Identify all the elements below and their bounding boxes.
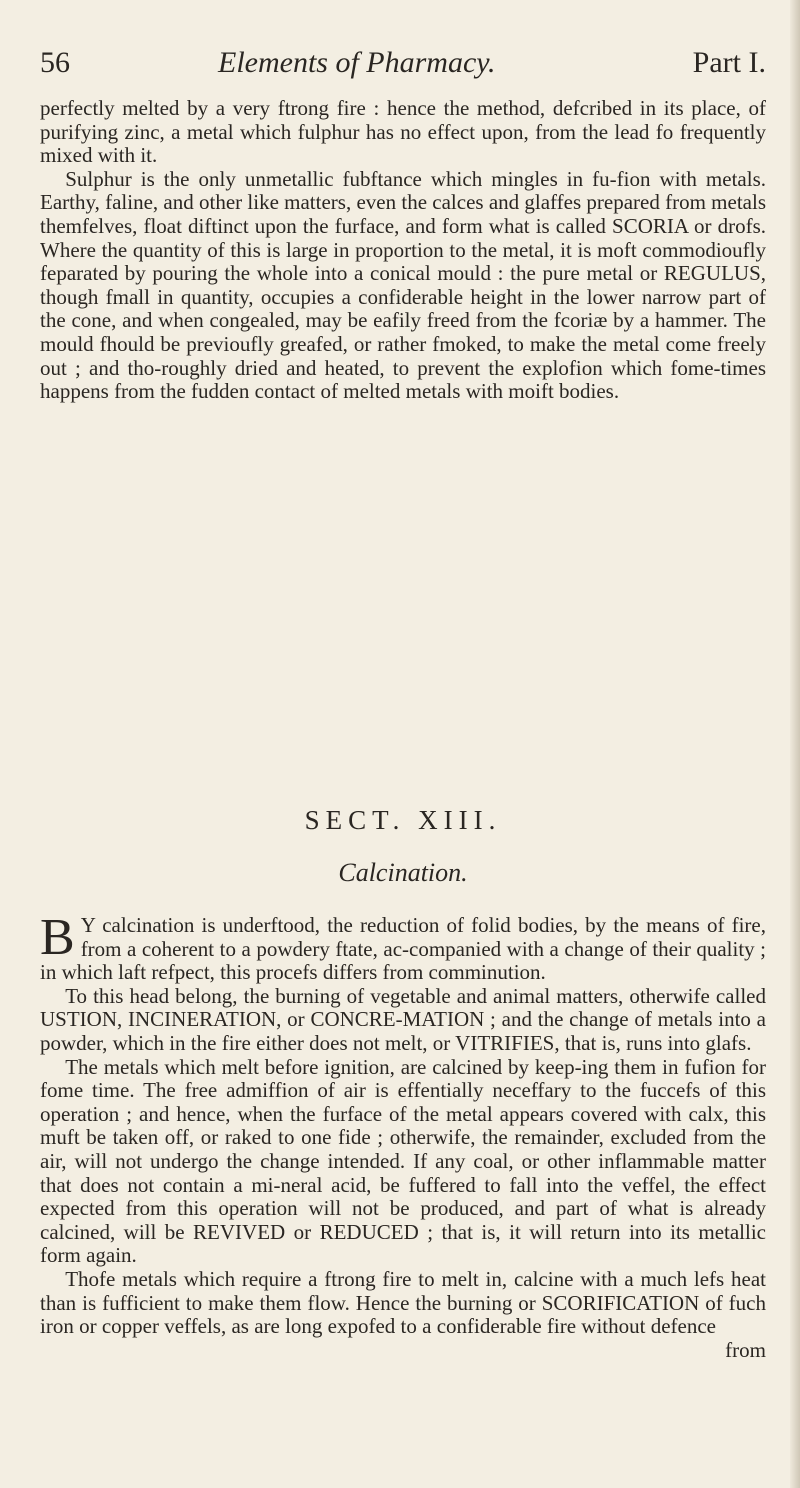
page-number: 56 bbox=[40, 46, 70, 79]
paragraph-head: To this head belong, the burning of vegetable and animal matters, otherwife called USTION, INCINERATION, or CONCRE-MATION ; and the change of metals into a powder, which in the fire either does not melt, or VITRIFIES, that is, runs into glafs. bbox=[40, 983, 766, 1055]
paragraph-metals-melt: The metals which melt before ignition, are calcined by keep-ing them in fufion for fome time. The free admiffion of air is effentially neceffary to the fuccefs of this operation ; and hence, when the furface of the metal appears covered with calx, this muft be taken off, or raked to one fide ; otherwife, the remainder, excluded from the air, will not undergo the change intended. If any coal, or other inflammable matter that does not contain a mi-neral acid, be fuffered to fall into the veffel, the effect expected from this operation will not be produced, and part of what is already calcined, will be REVIVED or REDUCED ; that is, it will return into its metallic form again. bbox=[40, 1054, 766, 1268]
body-text-block bbox=[40, 909, 766, 1362]
catchword: from bbox=[725, 1337, 766, 1362]
page-edge bbox=[790, 0, 800, 1488]
part-label: Part I. bbox=[692, 46, 766, 79]
top-text-block bbox=[40, 97, 766, 404]
running-title: Elements of Pharmacy. bbox=[218, 46, 496, 79]
paragraph-sulphur: Sulphur is the only unmetallic fubftance which mingles in fu-fion with metals. Earthy, faline, and other like matters, even the calces and glaffes prepared from metals themfelves, float diftinct upon the furface, and form what is called SCORIA or drofs. Where the quantity of this is large in proportion to the metal, it is moft commodioufly feparated by pouring the whole into a conical mould : the pure metal or REGULUS, though fmall in quantity, occupies a confiderable height in the lower narrow part of the cone, and when congealed, may be eafily freed from the fcoriæ by a hammer. The mould fhould be previoufly greafed, or rather fmoked, to make the metal come freely out ; and tho-roughly dried and heated, to prevent the explofion which fome-times happens from the fudden contact of melted metals with moift bodies. bbox=[40, 166, 766, 404]
section-subtitle: Calcination. bbox=[338, 858, 468, 887]
paragraph-strong-fire: Thofe metals which require a ftrong fire to melt in, calcine with a much lefs heat than is fufficient to make them flow. Hence the burning or SCORIFICATION of fuch iron or copper veffels, as are long expofed to a confiderable fire without defence bbox=[40, 1266, 766, 1339]
paragraph-definition-text: Y calcination is underftood, the reduction of folid bodies, by the means of fire, from a coherent to a powdery ftate, ac-companied with a change of their quality ; in which laft refpect, this procefs differs from comminution. bbox=[40, 913, 766, 985]
section-heading: SECT. XIII. bbox=[304, 805, 502, 835]
paragraph-continued: perfectly melted by a very ftrong fire : hence the method, defcribed in its place, of purifying zinc, a metal which fulphur has no effect upon, from the lead fo frequently mixed with it. bbox=[40, 96, 766, 168]
drop-cap: B bbox=[40, 909, 75, 966]
paragraph-definition bbox=[40, 909, 766, 985]
running-header bbox=[40, 44, 766, 88]
